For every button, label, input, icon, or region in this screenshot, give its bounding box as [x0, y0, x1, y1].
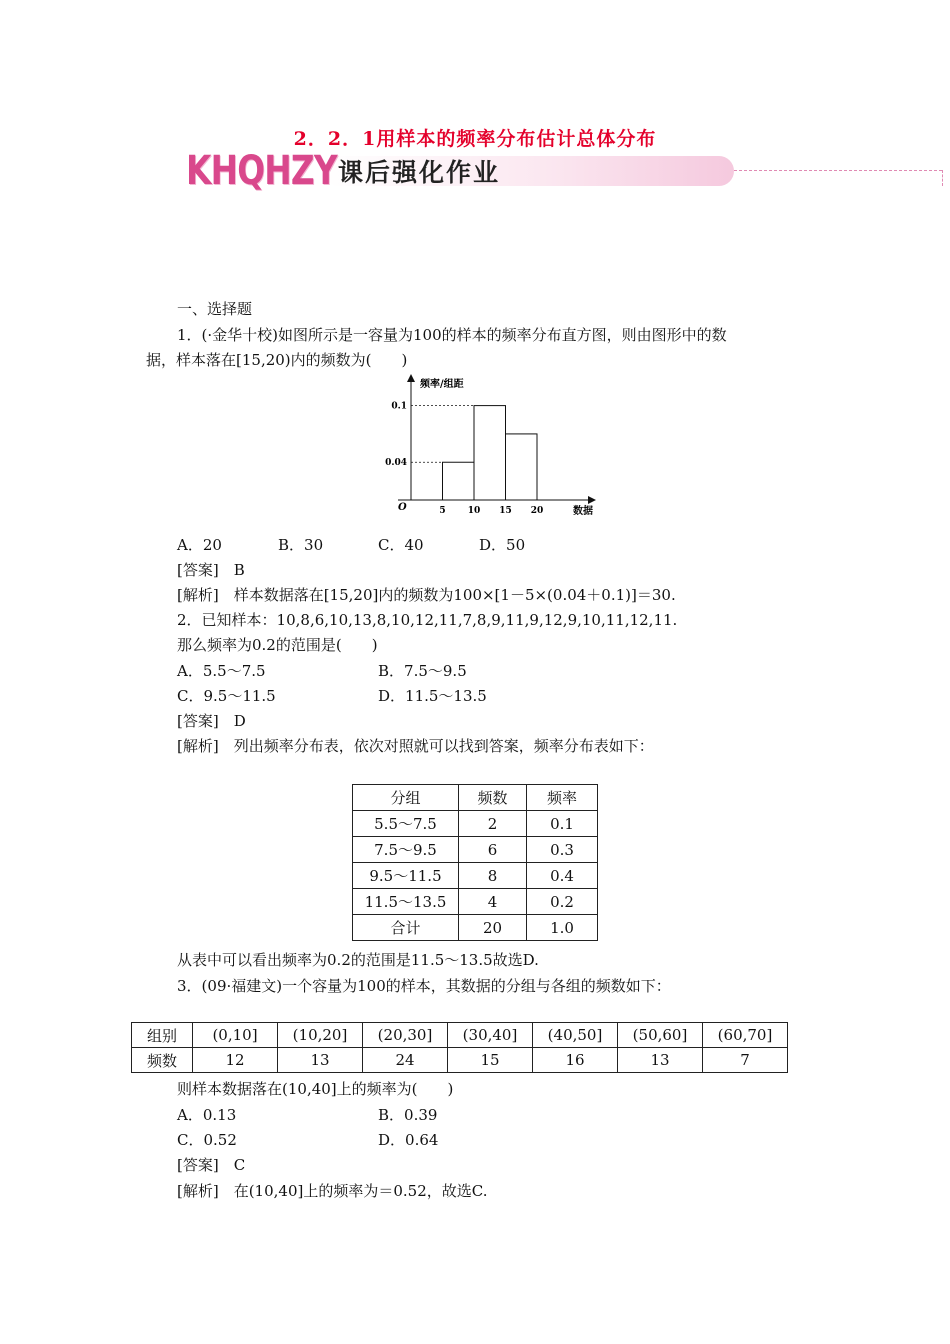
- table-cell: 4: [459, 889, 527, 915]
- table-cell: 0.1: [527, 811, 598, 837]
- table-cell: 9.5～11.5: [353, 863, 459, 889]
- group-cell: (10,20]: [278, 1023, 363, 1048]
- q1-stem-line2: 据，样本落在[15,20)内的频数为( ): [146, 351, 408, 369]
- q2-stem-line2: 那么频率为0.2的范围是( ): [177, 636, 378, 654]
- q1-option-c: C．40: [378, 536, 424, 554]
- table-cell: 合计: [353, 915, 459, 941]
- group-cell: (40,50]: [533, 1023, 618, 1048]
- group-cell: (20,30]: [363, 1023, 448, 1048]
- freq-cell: 13: [278, 1048, 363, 1073]
- table-cell: 11.5～13.5: [353, 889, 459, 915]
- origin-label: O: [398, 502, 407, 513]
- header-cell: 频率: [527, 785, 598, 811]
- group-cell: (50,60]: [618, 1023, 703, 1048]
- x-tick-label: 20: [530, 506, 544, 516]
- table-cell: 7.5～9.5: [353, 837, 459, 863]
- q3-option-b: B．0.39: [378, 1106, 438, 1124]
- table-cell: 0.3: [527, 837, 598, 863]
- table-cell: 2: [459, 811, 527, 837]
- table-cell: 0.2: [527, 889, 598, 915]
- header-cell: 频数: [459, 785, 527, 811]
- table-cell: 8: [459, 863, 527, 889]
- y-tick-label: 0.1: [391, 401, 407, 412]
- q3-stem-line2: 则样本数据落在(10,40]上的频率为( ): [177, 1080, 454, 1098]
- x-axis-label: 数据: [573, 506, 593, 517]
- group-frequency-table: [131, 1022, 788, 1073]
- x-axis-arrow: [588, 496, 596, 504]
- q2-stem-line1: 2．已知样本：10,8,6,10,13,8,10,12,11,7,8,9,11,9,12,9,10,11,12,11.: [177, 611, 678, 629]
- table-cell: 1.0: [527, 915, 598, 941]
- frequency-table-header: [353, 785, 598, 811]
- x-tick-label: 10: [467, 506, 481, 516]
- section-heading: 一、选择题: [177, 300, 253, 318]
- banner-dotted-drop: [942, 170, 943, 186]
- header-cell: 分组: [353, 785, 459, 811]
- table-row: [353, 863, 598, 889]
- group-cell: (60,70]: [703, 1023, 788, 1048]
- q3-option-c: C．0.52: [177, 1131, 237, 1149]
- table-row-groups: [132, 1023, 788, 1048]
- x-tick-label: 5: [439, 506, 446, 516]
- histogram-bar: [474, 406, 506, 500]
- q3-option-d: D．0.64: [378, 1131, 439, 1149]
- frequency-table: [352, 784, 598, 941]
- banner: [186, 150, 766, 192]
- row-label: 频数: [132, 1048, 193, 1073]
- q2-option-d: D．11.5～13.5: [378, 687, 487, 705]
- page-title: 2．2．1用样本的频率分布估计总体分布: [293, 128, 657, 150]
- row-label: 组别: [132, 1023, 193, 1048]
- table-row: [353, 811, 598, 837]
- q2-answer: [答案] D: [177, 712, 246, 730]
- banner-title: 课后强化作业: [338, 158, 501, 187]
- q3-answer: [答案] C: [177, 1156, 246, 1174]
- q2-analysis: [解析] 列出频率分布表，依次对照就可以找到答案，频率分布表如下：: [177, 737, 654, 755]
- table-row-total: [353, 915, 598, 941]
- q3-stem-line1: 3．(09·福建文)一个容量为100的样本，其数据的分组与各组的频数如下：: [177, 977, 671, 995]
- y-axis-label: 频率/组距: [420, 379, 464, 390]
- q1-option-a: A．20: [177, 536, 222, 554]
- table-row-freqs: [132, 1048, 788, 1073]
- table-row: [353, 889, 598, 915]
- table-cell: 0.4: [527, 863, 598, 889]
- banner-logo: KHQHZY: [186, 148, 337, 194]
- table-cell: 20: [459, 915, 527, 941]
- freq-cell: 16: [533, 1048, 618, 1073]
- y-tick-label: 0.04: [385, 458, 407, 469]
- table-cell: 6: [459, 837, 527, 863]
- q3-analysis: [解析] 在(10,40]上的频率为＝0.52，故选C.: [177, 1182, 488, 1200]
- table-cell: 5.5～7.5: [353, 811, 459, 837]
- banner-dotted-line: [734, 170, 942, 171]
- x-tick-label: 15: [499, 506, 512, 516]
- q2-option-a: A．5.5～7.5: [177, 662, 266, 680]
- histogram-chart: [380, 370, 610, 522]
- table-row: [353, 837, 598, 863]
- freq-cell: 13: [618, 1048, 703, 1073]
- q2-option-b: B．7.5～9.5: [378, 662, 467, 680]
- q1-analysis: [解析] 样本数据落在[15,20]内的频数为100×[1－5×(0.04＋0.1)]＝30.: [177, 586, 676, 604]
- q1-answer: [答案] B: [177, 561, 245, 579]
- q1-stem-line1: 1．(·金华十校)如图所示是一容量为100的样本的频率分布直方图，则由图形中的数: [177, 326, 727, 344]
- y-axis-arrow: [407, 374, 415, 382]
- histogram-bar: [506, 434, 538, 500]
- histogram-bar: [443, 462, 475, 500]
- q3-option-a: A．0.13: [177, 1106, 237, 1124]
- q2-conclusion: 从表中可以看出频率为0.2的范围是11.5～13.5故选D.: [177, 951, 539, 969]
- group-cell: (30,40]: [448, 1023, 533, 1048]
- freq-cell: 24: [363, 1048, 448, 1073]
- group-cell: (0,10]: [193, 1023, 278, 1048]
- q2-option-c: C．9.5～11.5: [177, 687, 276, 705]
- q1-option-d: D．50: [479, 536, 526, 554]
- freq-cell: 12: [193, 1048, 278, 1073]
- freq-cell: 7: [703, 1048, 788, 1073]
- q1-option-b: B．30: [278, 536, 324, 554]
- freq-cell: 15: [448, 1048, 533, 1073]
